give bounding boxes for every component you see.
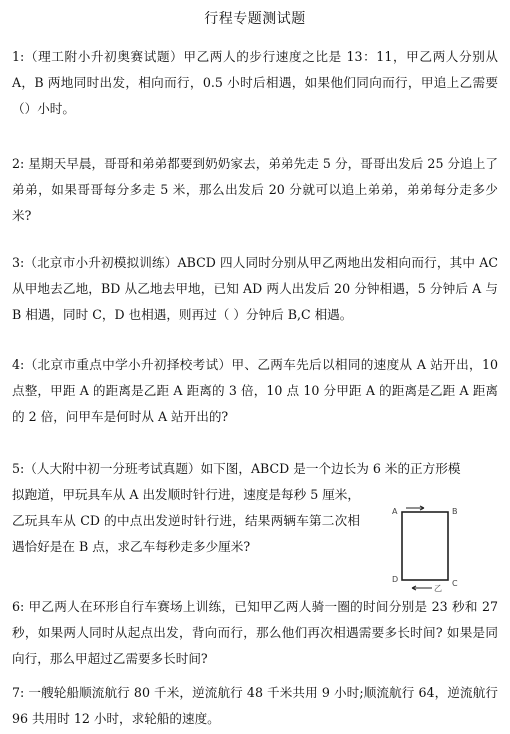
label-yi: 乙 <box>434 584 442 593</box>
label-b: B <box>452 507 458 516</box>
square-track-figure <box>362 498 500 600</box>
question-1: 1:（理工附小升初奥赛试题）甲乙两人的步行速度之比是 13：11，甲乙两人分别从 A，B 两地同时出发，相向而行，0.5 小时后相遇，如果他们同向而行，甲追上乙需要（）小时。 <box>12 49 498 116</box>
question-5-intro: 5:（人大附中初一分班考试真题）如下图，ABCD 是一个边长为 6 米的正方形模 <box>12 461 461 476</box>
question-2: 2: 星期天早晨，哥哥和弟弟都要到奶奶家去，弟弟先走 5 分，哥哥出发后 25 分追上了弟弟，如果哥哥每分多走 5 米，那么出发后 20 分就可以追上弟弟，弟弟每分走多少米? <box>12 156 498 223</box>
label-c: C <box>452 579 458 588</box>
label-a: A <box>392 507 398 516</box>
question-6: 6: 甲乙两人在环形自行车赛场上训练，已知甲乙两人骑一圈的时间分别是 23 秒和 27 秒，如果两人同时从起点出发，背向而行，那么他们再次相遇需要多长时间? 如果是同向行，那么甲超过乙需要多长时间? <box>12 599 498 666</box>
question-4: 4:（北京市重点中学小升初择校考试）甲、乙两车先后以相同的速度从 A 站开出，10 点整，甲距 A 的距离是乙距 A 距离的 3 倍，10 点 10 分甲距 A 的距离是乙距 A 距离的 2 倍，问甲车是何时从 A 站开出的? <box>12 357 498 424</box>
label-d: D <box>392 575 399 584</box>
question-3: 3:（北京市小升初模拟训练）ABCD 四人同时分别从甲乙两地出发相向而行，其中 AC 从甲地去乙地，BD 从乙地去甲地，已知 AD 两人出发后 20 分钟相遇，5 分钟后 A 与 B 相遇，同时 C，D 也相遇，则再过（ ）分钟后 B,C 相遇。 <box>12 255 498 322</box>
question-5-body: 拟跑道，甲玩具车从 A 出发顺时针行进，速度是每秒 5 厘米，乙玩具车从 CD 的中点出发逆时针行进，结果两辆车第二次相遇恰好是在 B 点，求乙车每秒走多少厘米? <box>12 487 360 554</box>
question-7: 7: 一艘轮船顺流航行 80 千米，逆流航行 48 千米共用 9 小时;顺流航行 64，逆流航行 96 共用时 12 小时，求轮船的速度。 <box>12 685 498 726</box>
page-title: 行程专题测试题 <box>204 11 306 27</box>
track-square <box>402 512 448 580</box>
